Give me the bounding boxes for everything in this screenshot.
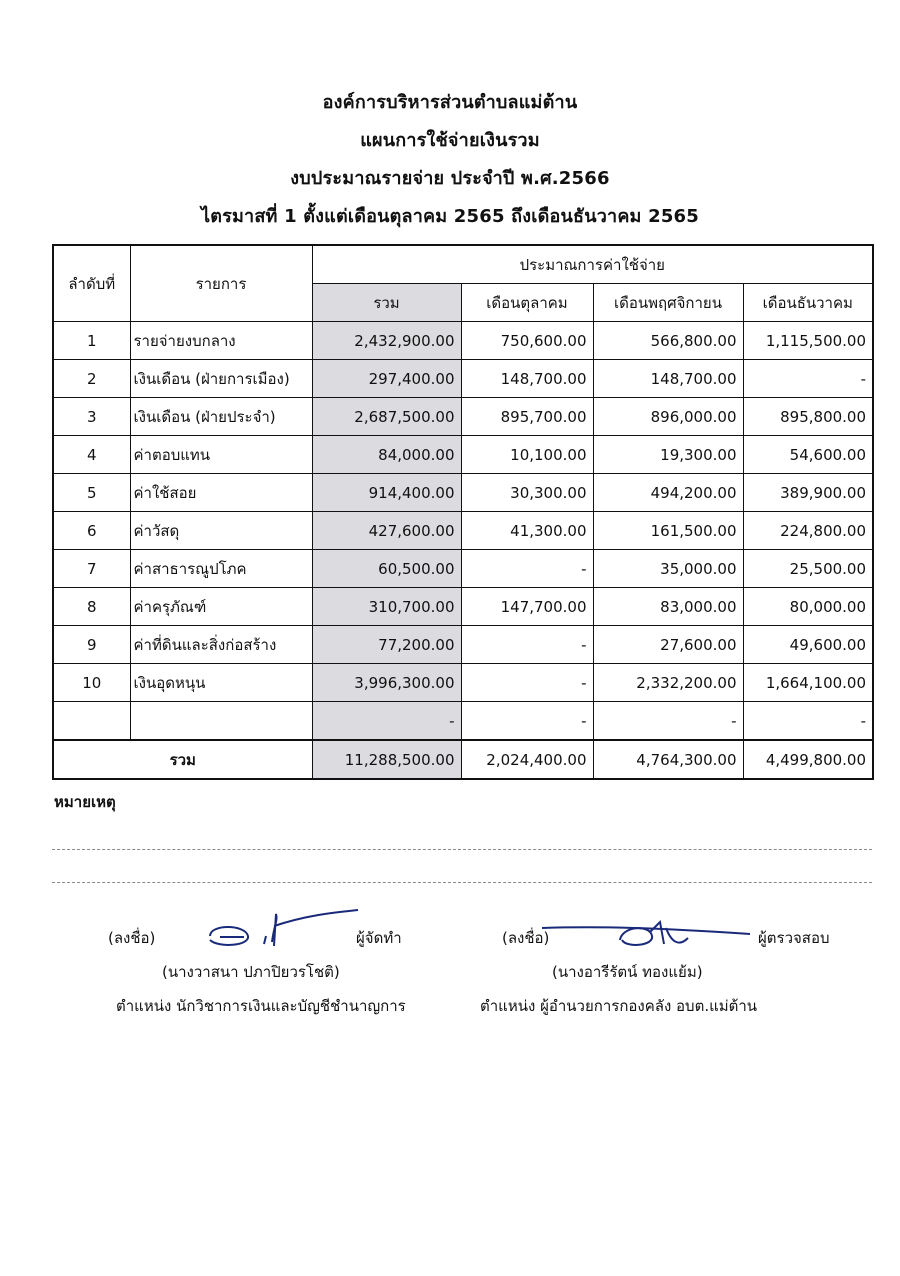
table-row [53,664,873,702]
table-row [53,550,873,588]
row-november: - [593,702,743,741]
row-no: 3 [53,398,130,436]
table-row [53,702,873,741]
header-item: รายการ [130,245,312,322]
row-december: - [743,702,873,741]
row-november: 494,200.00 [593,474,743,512]
row-october: - [461,550,593,588]
table-row [53,322,873,360]
row-item: ค่าที่ดินและสิ่งก่อสร้าง [130,626,312,664]
row-october: 10,100.00 [461,436,593,474]
row-october: 895,700.00 [461,398,593,436]
row-october: - [461,664,593,702]
row-october: 148,700.00 [461,360,593,398]
row-item: เงินอุดหนุน [130,664,312,702]
left-signer-position: ตำแหน่ง นักวิชาการเงินและบัญชีชำนาญการ [116,997,406,1015]
row-november: 19,300.00 [593,436,743,474]
table-row [53,588,873,626]
row-no: 9 [53,626,130,664]
table-row [53,398,873,436]
row-no [53,702,130,741]
row-no: 1 [53,322,130,360]
row-december: 49,600.00 [743,626,873,664]
total-october: 2,024,400.00 [461,740,593,779]
remark-line [52,849,872,850]
row-item: รายจ่ายงบกลาง [130,322,312,360]
row-november: 148,700.00 [593,360,743,398]
total-november: 4,764,300.00 [593,740,743,779]
row-no: 4 [53,436,130,474]
plan-title: แผนการใช้จ่ายเงินรวม [360,130,540,151]
row-october: 147,700.00 [461,588,593,626]
right-role: ผู้ตรวจสอบ [758,929,830,947]
header-estimate-group: ประมาณการค่าใช้จ่าย [312,245,873,284]
row-october: - [461,626,593,664]
left-signature-image [200,906,360,956]
row-november: 2,332,200.00 [593,664,743,702]
row-item: ค่าครุภัณฑ์ [130,588,312,626]
row-november: 27,600.00 [593,626,743,664]
left-sign-prefix: (ลงชื่อ) [108,929,156,947]
row-no: 6 [53,512,130,550]
table-header-row [53,245,873,284]
left-role: ผู้จัดทำ [356,929,402,947]
header-total: รวม [312,284,461,322]
header-october: เดือนตุลาคม [461,284,593,322]
row-total: 2,687,500.00 [312,398,461,436]
row-october: - [461,702,593,741]
row-december: 25,500.00 [743,550,873,588]
row-no: 2 [53,360,130,398]
row-november: 566,800.00 [593,322,743,360]
header-december: เดือนธันวาคม [743,284,873,322]
row-november: 35,000.00 [593,550,743,588]
row-total: 427,600.00 [312,512,461,550]
table-total-row [53,740,873,779]
row-total: 310,700.00 [312,588,461,626]
header-november: เดือนพฤศจิกายน [593,284,743,322]
budget-table [52,244,874,780]
left-signer-name: (นางวาสนา ปภาปิยวรโชติ) [162,963,340,981]
row-total: - [312,702,461,741]
row-december: - [743,360,873,398]
row-item [130,702,312,741]
row-item: ค่าตอบแทน [130,436,312,474]
row-october: 30,300.00 [461,474,593,512]
row-november: 896,000.00 [593,398,743,436]
row-december: 54,600.00 [743,436,873,474]
row-december: 1,115,500.00 [743,322,873,360]
row-total: 77,200.00 [312,626,461,664]
total-label: รวม [53,740,312,779]
row-item: ค่าสาธารณูปโภค [130,550,312,588]
remark-line [52,882,872,883]
budget-year: งบประมาณรายจ่าย ประจำปี พ.ศ.2566 [290,168,610,189]
row-no: 7 [53,550,130,588]
row-item: ค่าวัสดุ [130,512,312,550]
row-item: เงินเดือน (ฝ่ายประจำ) [130,398,312,436]
row-october: 750,600.00 [461,322,593,360]
table-row [53,474,873,512]
row-no: 5 [53,474,130,512]
row-item: เงินเดือน (ฝ่ายการเมือง) [130,360,312,398]
table-row [53,512,873,550]
row-total: 2,432,900.00 [312,322,461,360]
row-total: 297,400.00 [312,360,461,398]
row-no: 8 [53,588,130,626]
document-header [0,84,900,236]
row-no: 10 [53,664,130,702]
row-total: 914,400.00 [312,474,461,512]
row-december: 224,800.00 [743,512,873,550]
row-december: 80,000.00 [743,588,873,626]
table-row [53,360,873,398]
quarter-period: ไตรมาสที่ 1 ตั้งแต่เดือนตุลาคม 2565 ถึงเดือนธันวาคม 2565 [200,206,699,227]
table-row [53,626,873,664]
row-total: 3,996,300.00 [312,664,461,702]
row-december: 895,800.00 [743,398,873,436]
right-signer-position: ตำแหน่ง ผู้อำนวยการกองคลัง อบต.แม่ต้าน [480,997,758,1015]
row-october: 41,300.00 [461,512,593,550]
row-total: 84,000.00 [312,436,461,474]
row-december: 389,900.00 [743,474,873,512]
total-december: 4,499,800.00 [743,740,873,779]
row-december: 1,664,100.00 [743,664,873,702]
row-total: 60,500.00 [312,550,461,588]
org-name: องค์การบริหารส่วนตำบลแม่ต้าน [322,92,578,113]
right-signature-image [540,914,754,954]
row-november: 83,000.00 [593,588,743,626]
header-no: ลำดับที่ [53,245,130,322]
row-item: ค่าใช้สอย [130,474,312,512]
remark-label: หมายเหตุ [54,793,116,811]
table-row [53,436,873,474]
row-november: 161,500.00 [593,512,743,550]
right-signer-name: (นางอารีรัตน์ ทองแย้ม) [552,963,703,981]
right-sign-prefix: (ลงชื่อ) [502,929,550,947]
total-sum: 11,288,500.00 [312,740,461,779]
